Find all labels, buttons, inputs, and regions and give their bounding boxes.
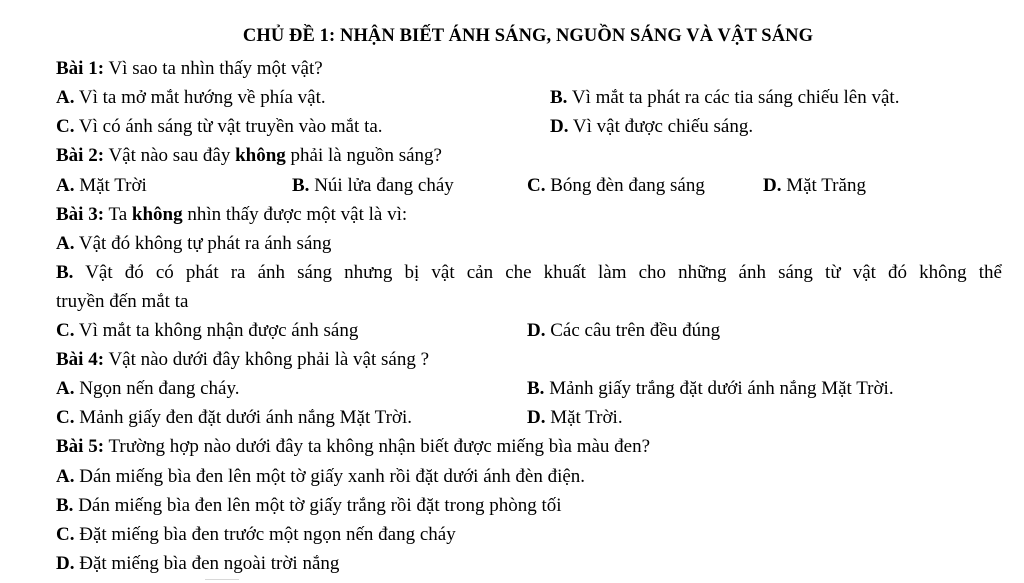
question-3-option-d [527,316,720,345]
option-text: Vì mắt ta không nhận được ánh sáng [74,320,359,341]
question-1-option-b [550,83,899,112]
option-letter: D. [527,320,546,341]
question-3-option-a [56,229,331,258]
option-text: Dán miếng bìa đen lên một tờ giấy trắng rồi đặt trong phòng tối [73,495,562,516]
option-text: Đặt miếng bìa đen ngoài trời nắng [74,553,340,574]
question-1 [56,54,323,83]
question-5-option-c [56,520,456,549]
option-text: Đặt miếng bìa đen trước một ngọn nến đang cháy [74,524,456,545]
question-3 [56,200,407,229]
question-stem-emphasis: không [131,204,183,225]
option-text: Vật đó có phát ra ánh sáng nhưng bị vật cản che khuất làm cho những ánh sáng từ vật đó không thể [73,262,1002,283]
option-text: Núi lửa đang cháy [309,175,454,196]
option-text: Vì mắt ta phát ra các tia sáng chiếu lên vật. [567,87,900,108]
question-stem-pre: Vật nào sau đây [104,145,236,166]
question-stem: Trường hợp nào dưới đây ta không nhận biết được miếng bìa màu đen? [104,436,651,457]
question-stem-post: nhìn thấy được một vật là vì: [182,204,408,225]
option-letter: C. [527,175,546,196]
question-label: Bài 2: [56,145,105,166]
question-5-option-d [56,549,339,578]
question-5 [56,432,650,461]
question-2 [56,141,442,170]
option-letter: D. [527,407,546,428]
question-4-option-d [527,403,623,432]
option-text: Dán miếng bìa đen lên một tờ giấy xanh rồi đặt dưới ánh đèn điện. [74,466,586,487]
option-letter: D. [56,553,75,574]
question-label: Bài 4: [56,349,105,370]
option-letter: A. [56,233,75,254]
question-5-option-a [56,462,585,491]
question-4-option-a [56,374,239,403]
question-stem: Vật nào dưới đây không phải là vật sáng ? [104,349,430,370]
option-text: Mặt Trăng [781,175,866,196]
option-text: Ngọn nến đang cháy. [74,378,240,399]
option-letter: A. [56,378,75,399]
option-letter: D. [763,175,782,196]
question-3-option-b-continued [56,287,188,316]
option-letter: B. [56,262,74,283]
option-text: Vì vật được chiếu sáng. [568,116,754,137]
worksheet-title: CHỦ ĐỀ 1: NHẬN BIẾT ÁNH SÁNG, NGUỒN SÁNG VÀ VẬT SÁNG [242,26,814,46]
option-text: Mảnh giấy đen đặt dưới ánh nắng Mặt Trời. [74,407,413,428]
question-4 [56,345,429,374]
option-letter: A. [56,466,75,487]
question-1-option-a [56,83,326,112]
option-letter: B. [550,87,568,108]
question-stem-post: phải là nguồn sáng? [285,145,442,166]
option-text: Bóng đèn đang sáng [545,175,705,196]
option-letter: C. [56,320,75,341]
option-text: Vì có ánh sáng từ vật truyền vào mắt ta. [74,116,383,137]
question-1-option-c [56,112,383,141]
question-2-option-b [292,171,454,200]
option-letter: B. [527,378,545,399]
question-stem-emphasis: không [235,145,286,166]
option-text: Vật đó không tự phát ra ánh sáng [74,233,332,254]
question-3-option-c [56,316,358,345]
question-3-option-b [56,258,1002,287]
option-letter: D. [550,116,569,137]
option-text: Vì ta mở mắt hướng về phía vật. [74,87,326,108]
question-label: Bài 1: [56,58,105,79]
question-label: Bài 3: [56,204,105,225]
option-letter: C. [56,407,75,428]
option-text-continued: truyền đến mắt ta [56,291,189,312]
option-text: Mặt Trời. [545,407,623,428]
question-4-option-c [56,403,412,432]
question-stem-pre: Ta [104,204,132,225]
option-letter: C. [56,524,75,545]
option-letter: A. [56,87,75,108]
option-letter: A. [56,175,75,196]
option-text: Các câu trên đều đúng [545,320,721,341]
question-label: Bài 5: [56,436,105,457]
option-text: Mặt Trời [74,175,147,196]
option-text: Mảnh giấy trắng đặt dưới ánh nắng Mặt Trời. [544,378,894,399]
question-stem: Vì sao ta nhìn thấy một vật? [104,58,323,79]
question-1-option-d [550,112,753,141]
question-4-option-b [527,374,894,403]
scan-mark [205,579,239,580]
question-5-option-b [56,491,562,520]
option-letter: C. [56,116,75,137]
option-letter: B. [56,495,74,516]
question-2-option-c [527,171,705,200]
question-2-option-a [56,171,147,200]
question-2-option-d [763,171,866,200]
option-letter: B. [292,175,310,196]
